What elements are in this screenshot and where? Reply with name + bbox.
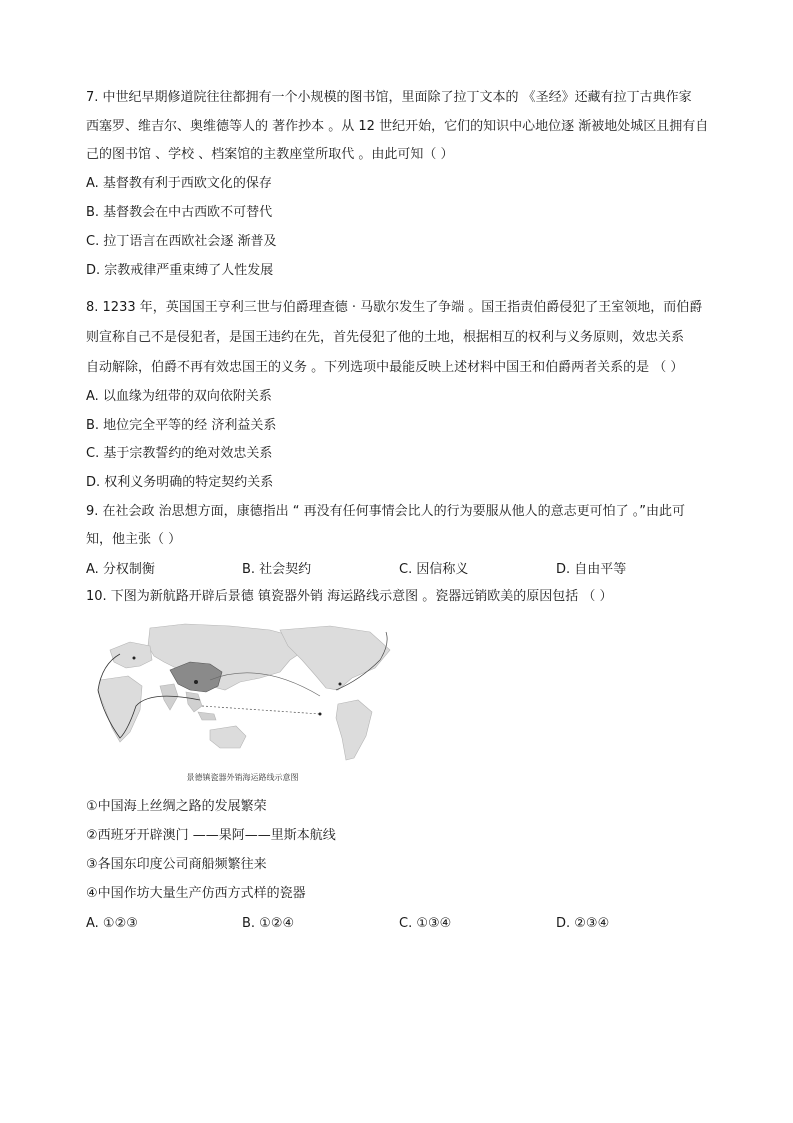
q9-stem-line-1: 9. 在社会政 治思想方面，康德指出 “ 再没有任何事情会比人的行为要服从他人的意志更可怕了 。”由此可 xyxy=(86,504,686,519)
q10-options-row xyxy=(86,916,726,936)
q10-option-a[interactable]: A. ①②③ xyxy=(86,916,138,931)
q10-stem-line: 10. 下图为新航路开辟后景德 镇瓷器外销 海运路线示意图 。瓷器远销欧美的原因包括 （ ） xyxy=(86,589,613,604)
q10-option-c[interactable]: C. ①③④ xyxy=(399,916,452,931)
porcelain-route-map xyxy=(90,620,395,790)
q8-stem-line-3: 自动解除，伯爵不再有效忠国王的义务 。下列选项中最能反映上述材料中国王和伯爵两者关系的是 （ ） xyxy=(86,360,684,375)
q8-option-c[interactable]: C. 基于宗教誓约的绝对效忠关系 xyxy=(86,446,273,461)
q9-stem-line-2: 知，他主张（ ） xyxy=(86,532,182,547)
q9-option-c[interactable]: C. 因信称义 xyxy=(399,562,469,577)
q9-option-b[interactable]: B. 社会契约 xyxy=(242,562,312,577)
q7-stem-line-2: 西塞罗、维吉尔、奥维德等人的 著作抄本 。从 12 世纪开始，它们的知识中心地位逐 渐被地处城区且拥有自 xyxy=(86,119,709,134)
q7-stem-line-1: 7. 中世纪早期修道院往往都拥有一个小规模的图书馆，里面除了拉丁文本的 《圣经》还藏有拉丁古典作家 xyxy=(86,90,692,105)
map-caption: 景德镇瓷器外销海运路线示意图 xyxy=(186,773,299,782)
q7-stem-line-3: 己的图书馆 、学校 、档案馆的主教座堂所取代 。由此可知（ ） xyxy=(86,147,454,162)
q7-option-b[interactable]: B. 基督教会在中古西欧不可替代 xyxy=(86,205,273,220)
q9-option-a[interactable]: A. 分权制衡 xyxy=(86,562,155,577)
q9-option-d[interactable]: D. 自由平等 xyxy=(556,562,627,577)
q8-option-a[interactable]: A. 以血缘为纽带的双向依附关系 xyxy=(86,389,272,404)
q8-stem-line-1: 8. 1233 年，英国国王亨利三世与伯爵理查德 · 马歇尔发生了争端 。国王指责伯爵侵犯了王室领地，而伯爵 xyxy=(86,300,703,315)
q7-option-d[interactable]: D. 宗教戒律严重束缚了人性发展 xyxy=(86,263,274,278)
q10-item-4: ④中国作坊大量生产仿西方式样的瓷器 xyxy=(86,886,306,901)
q9-options-row xyxy=(86,558,726,578)
q8-option-b[interactable]: B. 地位完全平等的经 济利益关系 xyxy=(86,418,277,433)
q8-stem-line-2: 则宣称自己不是侵犯者，是国王违约在先，首先侵犯了他的土地，根据相互的权利与义务原则，效忠关系 xyxy=(86,330,685,345)
q7-option-c[interactable]: C. 拉丁语言在西欧社会逐 渐普及 xyxy=(86,234,277,249)
q8-option-d[interactable]: D. 权利义务明确的特定契约关系 xyxy=(86,475,274,490)
q10-option-b[interactable]: B. ①②④ xyxy=(242,916,295,931)
q10-item-3: ③各国东印度公司商船频繁往来 xyxy=(86,857,267,872)
q10-item-2: ②西班牙开辟澳门 ——果阿——里斯本航线 xyxy=(86,828,336,843)
world-map-image xyxy=(90,620,395,770)
q10-option-d[interactable]: D. ②③④ xyxy=(556,916,610,931)
q7-option-a[interactable]: A. 基督教有利于西欧文化的保存 xyxy=(86,176,272,191)
q10-item-1: ①中国海上丝绸之路的发展繁荣 xyxy=(86,799,267,814)
